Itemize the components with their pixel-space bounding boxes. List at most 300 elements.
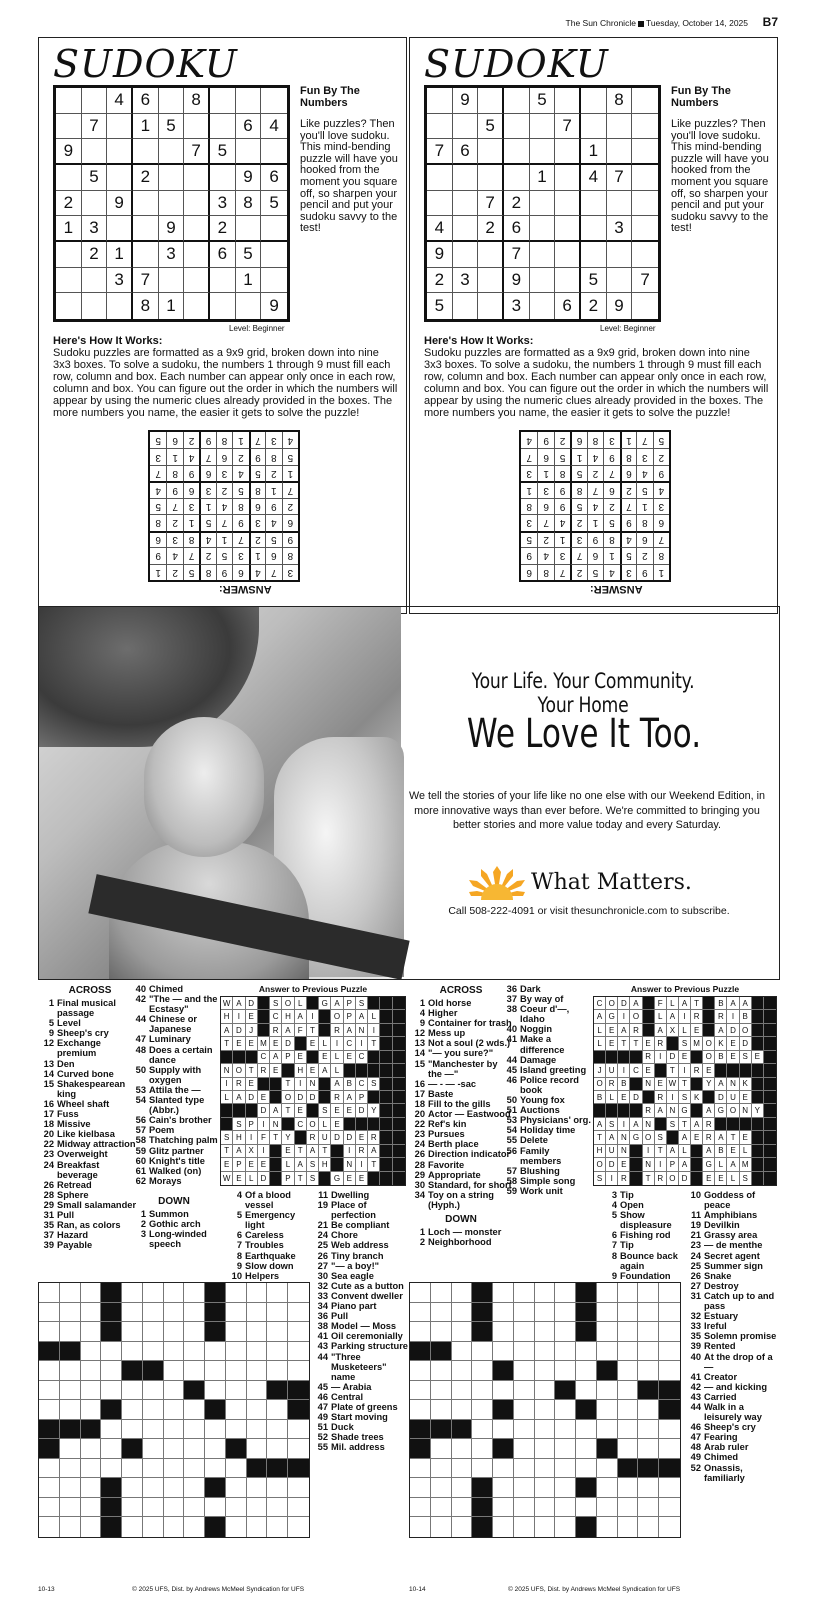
grid-square[interactable]: [659, 1361, 680, 1381]
sudoku-cell[interactable]: 3: [159, 242, 185, 268]
sudoku-cell[interactable]: 1: [236, 268, 262, 294]
sudoku-cell[interactable]: [427, 191, 453, 217]
sudoku-cell[interactable]: [159, 165, 185, 191]
grid-square[interactable]: [431, 1322, 452, 1342]
grid-square[interactable]: [618, 1400, 639, 1420]
grid-square[interactable]: [143, 1400, 164, 1420]
grid-square[interactable]: [452, 1439, 473, 1459]
sudoku-cell[interactable]: 4: [261, 114, 287, 140]
sudoku-cell[interactable]: 7: [478, 191, 504, 217]
sudoku-cell[interactable]: [632, 114, 658, 140]
sudoku-grid[interactable]: [53, 85, 290, 322]
sudoku-cell[interactable]: 2: [210, 216, 236, 242]
sudoku-cell[interactable]: [530, 114, 556, 140]
sudoku-cell[interactable]: [555, 88, 581, 114]
sudoku-cell[interactable]: [478, 293, 504, 319]
grid-square[interactable]: [555, 1303, 576, 1323]
grid-square[interactable]: [555, 1283, 576, 1303]
grid-square[interactable]: [122, 1342, 143, 1362]
sudoku-cell[interactable]: [453, 191, 479, 217]
sudoku-cell[interactable]: [236, 293, 262, 319]
sudoku-cell[interactable]: [159, 88, 185, 114]
grid-square[interactable]: [597, 1478, 618, 1498]
grid-square[interactable]: [81, 1439, 102, 1459]
grid-square[interactable]: [472, 1381, 493, 1401]
sudoku-cell[interactable]: 5: [427, 293, 453, 319]
grid-square[interactable]: [164, 1381, 185, 1401]
grid-square[interactable]: [226, 1400, 247, 1420]
grid-square[interactable]: [101, 1361, 122, 1381]
sudoku-cell[interactable]: [530, 293, 556, 319]
ad-call-to-action[interactable]: Call 508-222-4091 or visit thesunchronicle.com to subscribe.: [448, 905, 730, 917]
grid-square[interactable]: [101, 1342, 122, 1362]
grid-square[interactable]: [122, 1381, 143, 1401]
grid-square[interactable]: [164, 1283, 185, 1303]
grid-square[interactable]: [101, 1439, 122, 1459]
grid-square[interactable]: [101, 1381, 122, 1401]
grid-square[interactable]: [638, 1322, 659, 1342]
sudoku-cell[interactable]: [453, 165, 479, 191]
grid-square[interactable]: [431, 1478, 452, 1498]
sudoku-cell[interactable]: [632, 216, 658, 242]
sudoku-cell[interactable]: [453, 114, 479, 140]
grid-square[interactable]: [410, 1498, 431, 1518]
grid-square[interactable]: [659, 1517, 680, 1537]
grid-square[interactable]: [597, 1322, 618, 1342]
grid-square[interactable]: [122, 1303, 143, 1323]
sudoku-cell[interactable]: 9: [453, 88, 479, 114]
grid-square[interactable]: [122, 1498, 143, 1518]
grid-square[interactable]: [288, 1303, 309, 1323]
grid-square[interactable]: [638, 1342, 659, 1362]
grid-square[interactable]: [597, 1283, 618, 1303]
grid-square[interactable]: [205, 1361, 226, 1381]
grid-square[interactable]: [618, 1283, 639, 1303]
grid-square[interactable]: [452, 1459, 473, 1479]
grid-square[interactable]: [184, 1498, 205, 1518]
grid-square[interactable]: [226, 1517, 247, 1537]
grid-square[interactable]: [618, 1322, 639, 1342]
grid-square[interactable]: [659, 1283, 680, 1303]
grid-square[interactable]: [205, 1381, 226, 1401]
sudoku-cell[interactable]: 8: [133, 293, 159, 319]
grid-square[interactable]: [638, 1498, 659, 1518]
grid-square[interactable]: [184, 1283, 205, 1303]
grid-square[interactable]: [431, 1361, 452, 1381]
sudoku-cell[interactable]: [56, 293, 82, 319]
grid-square[interactable]: [493, 1342, 514, 1362]
grid-square[interactable]: [164, 1322, 185, 1342]
grid-square[interactable]: [39, 1459, 60, 1479]
grid-square[interactable]: [659, 1342, 680, 1362]
grid-square[interactable]: [143, 1498, 164, 1518]
grid-square[interactable]: [288, 1517, 309, 1537]
sudoku-cell[interactable]: [504, 88, 530, 114]
grid-square[interactable]: [514, 1283, 535, 1303]
sudoku-cell[interactable]: 7: [184, 139, 210, 165]
grid-square[interactable]: [143, 1283, 164, 1303]
sudoku-cell[interactable]: 7: [133, 268, 159, 294]
grid-square[interactable]: [410, 1322, 431, 1342]
sudoku-cell[interactable]: [107, 114, 133, 140]
grid-square[interactable]: [410, 1478, 431, 1498]
grid-square[interactable]: [514, 1478, 535, 1498]
grid-square[interactable]: [226, 1283, 247, 1303]
sudoku-cell[interactable]: [555, 139, 581, 165]
sudoku-cell[interactable]: 7: [427, 139, 453, 165]
grid-square[interactable]: [81, 1517, 102, 1537]
grid-square[interactable]: [184, 1322, 205, 1342]
grid-square[interactable]: [247, 1439, 268, 1459]
grid-square[interactable]: [493, 1420, 514, 1440]
grid-square[interactable]: [576, 1420, 597, 1440]
sudoku-cell[interactable]: [607, 268, 633, 294]
grid-square[interactable]: [164, 1517, 185, 1537]
grid-square[interactable]: [184, 1439, 205, 1459]
sudoku-cell[interactable]: 3: [504, 293, 530, 319]
sudoku-cell[interactable]: [82, 268, 108, 294]
sudoku-cell[interactable]: [530, 268, 556, 294]
sudoku-cell[interactable]: 2: [56, 191, 82, 217]
grid-square[interactable]: [39, 1478, 60, 1498]
grid-square[interactable]: [618, 1517, 639, 1537]
grid-square[interactable]: [555, 1517, 576, 1537]
sudoku-cell[interactable]: [159, 268, 185, 294]
grid-square[interactable]: [226, 1498, 247, 1518]
sudoku-cell[interactable]: [236, 216, 262, 242]
sudoku-cell[interactable]: [159, 139, 185, 165]
grid-square[interactable]: [472, 1420, 493, 1440]
sudoku-cell[interactable]: [555, 191, 581, 217]
sudoku-cell[interactable]: [607, 139, 633, 165]
sudoku-cell[interactable]: 8: [607, 88, 633, 114]
grid-square[interactable]: [410, 1459, 431, 1479]
sudoku-cell[interactable]: 2: [581, 293, 607, 319]
grid-square[interactable]: [535, 1322, 556, 1342]
grid-square[interactable]: [39, 1400, 60, 1420]
grid-square[interactable]: [452, 1478, 473, 1498]
grid-square[interactable]: [288, 1322, 309, 1342]
grid-square[interactable]: [431, 1283, 452, 1303]
sudoku-cell[interactable]: [184, 242, 210, 268]
grid-square[interactable]: [638, 1303, 659, 1323]
sudoku-cell[interactable]: 9: [56, 139, 82, 165]
grid-square[interactable]: [452, 1517, 473, 1537]
grid-square[interactable]: [60, 1400, 81, 1420]
grid-square[interactable]: [410, 1400, 431, 1420]
grid-square[interactable]: [659, 1303, 680, 1323]
grid-square[interactable]: [618, 1498, 639, 1518]
sudoku-cell[interactable]: [632, 88, 658, 114]
sudoku-cell[interactable]: [504, 139, 530, 165]
sudoku-cell[interactable]: [56, 114, 82, 140]
grid-square[interactable]: [597, 1342, 618, 1362]
grid-square[interactable]: [143, 1439, 164, 1459]
grid-square[interactable]: [576, 1381, 597, 1401]
grid-square[interactable]: [60, 1459, 81, 1479]
grid-square[interactable]: [226, 1478, 247, 1498]
sudoku-cell[interactable]: [56, 88, 82, 114]
grid-square[interactable]: [638, 1420, 659, 1440]
sudoku-cell[interactable]: 6: [236, 114, 262, 140]
grid-square[interactable]: [514, 1517, 535, 1537]
sudoku-cell[interactable]: 5: [82, 165, 108, 191]
sudoku-cell[interactable]: 9: [159, 216, 185, 242]
sudoku-cell[interactable]: [210, 293, 236, 319]
sudoku-cell[interactable]: [555, 242, 581, 268]
sudoku-cell[interactable]: [453, 293, 479, 319]
grid-square[interactable]: [247, 1400, 268, 1420]
grid-square[interactable]: [81, 1381, 102, 1401]
grid-square[interactable]: [164, 1400, 185, 1420]
sudoku-cell[interactable]: [210, 165, 236, 191]
grid-square[interactable]: [164, 1342, 185, 1362]
sudoku-cell[interactable]: [504, 114, 530, 140]
grid-square[interactable]: [205, 1439, 226, 1459]
grid-square[interactable]: [535, 1361, 556, 1381]
sudoku-cell[interactable]: [107, 216, 133, 242]
grid-square[interactable]: [184, 1342, 205, 1362]
grid-square[interactable]: [618, 1439, 639, 1459]
grid-square[interactable]: [514, 1420, 535, 1440]
grid-square[interactable]: [555, 1361, 576, 1381]
grid-square[interactable]: [288, 1361, 309, 1381]
grid-square[interactable]: [618, 1478, 639, 1498]
grid-square[interactable]: [535, 1400, 556, 1420]
sudoku-cell[interactable]: 6: [555, 293, 581, 319]
sudoku-cell[interactable]: [555, 165, 581, 191]
grid-square[interactable]: [452, 1342, 473, 1362]
sudoku-cell[interactable]: [261, 139, 287, 165]
sudoku-cell[interactable]: 5: [530, 88, 556, 114]
sudoku-cell[interactable]: 3: [210, 191, 236, 217]
sudoku-cell[interactable]: 1: [56, 216, 82, 242]
grid-square[interactable]: [493, 1459, 514, 1479]
sudoku-cell[interactable]: 7: [504, 242, 530, 268]
sudoku-cell[interactable]: [107, 165, 133, 191]
grid-square[interactable]: [288, 1439, 309, 1459]
grid-square[interactable]: [410, 1303, 431, 1323]
grid-square[interactable]: [39, 1381, 60, 1401]
sudoku-cell[interactable]: [82, 293, 108, 319]
grid-square[interactable]: [122, 1283, 143, 1303]
grid-square[interactable]: [122, 1420, 143, 1440]
grid-square[interactable]: [431, 1459, 452, 1479]
grid-square[interactable]: [659, 1420, 680, 1440]
grid-square[interactable]: [452, 1283, 473, 1303]
grid-square[interactable]: [638, 1400, 659, 1420]
sudoku-cell[interactable]: [581, 88, 607, 114]
sudoku-cell[interactable]: [607, 191, 633, 217]
grid-square[interactable]: [555, 1439, 576, 1459]
grid-square[interactable]: [514, 1322, 535, 1342]
grid-square[interactable]: [60, 1303, 81, 1323]
sudoku-cell[interactable]: 7: [82, 114, 108, 140]
grid-square[interactable]: [143, 1342, 164, 1362]
grid-square[interactable]: [472, 1361, 493, 1381]
sudoku-cell[interactable]: 3: [82, 216, 108, 242]
sudoku-cell[interactable]: 7: [632, 268, 658, 294]
grid-square[interactable]: [493, 1498, 514, 1518]
grid-square[interactable]: [555, 1420, 576, 1440]
grid-square[interactable]: [122, 1459, 143, 1479]
sudoku-cell[interactable]: [581, 191, 607, 217]
grid-square[interactable]: [493, 1478, 514, 1498]
sudoku-cell[interactable]: 3: [107, 268, 133, 294]
sudoku-cell[interactable]: [632, 165, 658, 191]
sudoku-cell[interactable]: 5: [581, 268, 607, 294]
grid-square[interactable]: [514, 1303, 535, 1323]
grid-square[interactable]: [164, 1361, 185, 1381]
sudoku-cell[interactable]: 2: [82, 242, 108, 268]
grid-square[interactable]: [267, 1322, 288, 1342]
grid-square[interactable]: [247, 1498, 268, 1518]
grid-square[interactable]: [164, 1478, 185, 1498]
sudoku-cell[interactable]: [82, 139, 108, 165]
sudoku-cell[interactable]: [210, 88, 236, 114]
sudoku-cell[interactable]: [236, 88, 262, 114]
grid-square[interactable]: [39, 1322, 60, 1342]
grid-square[interactable]: [535, 1283, 556, 1303]
grid-square[interactable]: [659, 1498, 680, 1518]
grid-square[interactable]: [514, 1342, 535, 1362]
sudoku-cell[interactable]: 7: [607, 165, 633, 191]
grid-square[interactable]: [184, 1478, 205, 1498]
grid-square[interactable]: [410, 1381, 431, 1401]
grid-square[interactable]: [101, 1420, 122, 1440]
sudoku-cell[interactable]: [184, 293, 210, 319]
sudoku-cell[interactable]: 3: [453, 268, 479, 294]
grid-square[interactable]: [60, 1322, 81, 1342]
sudoku-cell[interactable]: 2: [504, 191, 530, 217]
sudoku-cell[interactable]: [133, 139, 159, 165]
grid-square[interactable]: [143, 1478, 164, 1498]
grid-square[interactable]: [431, 1498, 452, 1518]
grid-square[interactable]: [81, 1400, 102, 1420]
sudoku-grid[interactable]: [424, 85, 661, 322]
sudoku-cell[interactable]: [530, 191, 556, 217]
grid-square[interactable]: [514, 1400, 535, 1420]
sudoku-cell[interactable]: 6: [504, 216, 530, 242]
grid-square[interactable]: [247, 1342, 268, 1362]
sudoku-cell[interactable]: [133, 216, 159, 242]
grid-square[interactable]: [122, 1517, 143, 1537]
sudoku-cell[interactable]: 9: [236, 165, 262, 191]
grid-square[interactable]: [555, 1400, 576, 1420]
grid-square[interactable]: [81, 1478, 102, 1498]
grid-square[interactable]: [452, 1303, 473, 1323]
grid-square[interactable]: [288, 1342, 309, 1362]
grid-square[interactable]: [638, 1283, 659, 1303]
sudoku-cell[interactable]: [184, 114, 210, 140]
grid-square[interactable]: [60, 1517, 81, 1537]
grid-square[interactable]: [472, 1439, 493, 1459]
grid-square[interactable]: [452, 1381, 473, 1401]
grid-square[interactable]: [514, 1498, 535, 1518]
grid-square[interactable]: [60, 1361, 81, 1381]
grid-square[interactable]: [81, 1498, 102, 1518]
grid-square[interactable]: [493, 1283, 514, 1303]
grid-square[interactable]: [81, 1459, 102, 1479]
grid-square[interactable]: [267, 1400, 288, 1420]
grid-square[interactable]: [493, 1322, 514, 1342]
sudoku-cell[interactable]: 5: [478, 114, 504, 140]
sudoku-cell[interactable]: [632, 139, 658, 165]
grid-square[interactable]: [535, 1381, 556, 1401]
sudoku-cell[interactable]: [478, 88, 504, 114]
sudoku-cell[interactable]: 4: [581, 165, 607, 191]
grid-square[interactable]: [452, 1361, 473, 1381]
grid-square[interactable]: [122, 1322, 143, 1342]
grid-square[interactable]: [431, 1517, 452, 1537]
grid-square[interactable]: [514, 1459, 535, 1479]
sudoku-cell[interactable]: [261, 268, 287, 294]
sudoku-cell[interactable]: 9: [607, 293, 633, 319]
grid-square[interactable]: [555, 1322, 576, 1342]
grid-square[interactable]: [39, 1498, 60, 1518]
grid-square[interactable]: [535, 1303, 556, 1323]
grid-square[interactable]: [659, 1322, 680, 1342]
sudoku-cell[interactable]: [56, 268, 82, 294]
sudoku-cell[interactable]: [555, 268, 581, 294]
grid-square[interactable]: [267, 1303, 288, 1323]
sudoku-cell[interactable]: [530, 216, 556, 242]
grid-square[interactable]: [247, 1283, 268, 1303]
grid-square[interactable]: [618, 1303, 639, 1323]
grid-square[interactable]: [618, 1381, 639, 1401]
sudoku-cell[interactable]: [453, 216, 479, 242]
grid-square[interactable]: [576, 1361, 597, 1381]
grid-square[interactable]: [452, 1400, 473, 1420]
sudoku-cell[interactable]: [133, 191, 159, 217]
grid-square[interactable]: [638, 1517, 659, 1537]
sudoku-cell[interactable]: 8: [184, 88, 210, 114]
grid-square[interactable]: [164, 1303, 185, 1323]
grid-square[interactable]: [184, 1459, 205, 1479]
sudoku-cell[interactable]: [56, 165, 82, 191]
grid-square[interactable]: [101, 1459, 122, 1479]
grid-square[interactable]: [60, 1283, 81, 1303]
sudoku-cell[interactable]: 5: [261, 191, 287, 217]
sudoku-cell[interactable]: [236, 139, 262, 165]
sudoku-cell[interactable]: [159, 191, 185, 217]
sudoku-cell[interactable]: [478, 268, 504, 294]
grid-square[interactable]: [431, 1381, 452, 1401]
grid-square[interactable]: [493, 1517, 514, 1537]
grid-square[interactable]: [267, 1361, 288, 1381]
sudoku-cell[interactable]: [632, 242, 658, 268]
grid-square[interactable]: [184, 1420, 205, 1440]
grid-square[interactable]: [597, 1459, 618, 1479]
sudoku-cell[interactable]: [133, 242, 159, 268]
grid-square[interactable]: [267, 1420, 288, 1440]
grid-square[interactable]: [535, 1498, 556, 1518]
grid-square[interactable]: [288, 1498, 309, 1518]
grid-square[interactable]: [576, 1342, 597, 1362]
sudoku-cell[interactable]: [632, 191, 658, 217]
grid-square[interactable]: [60, 1478, 81, 1498]
grid-square[interactable]: [205, 1459, 226, 1479]
sudoku-cell[interactable]: [107, 139, 133, 165]
grid-square[interactable]: [39, 1303, 60, 1323]
sudoku-cell[interactable]: [530, 139, 556, 165]
grid-square[interactable]: [143, 1420, 164, 1440]
sudoku-cell[interactable]: [607, 242, 633, 268]
sudoku-cell[interactable]: 4: [427, 216, 453, 242]
grid-square[interactable]: [226, 1322, 247, 1342]
grid-square[interactable]: [514, 1381, 535, 1401]
sudoku-cell[interactable]: [261, 88, 287, 114]
